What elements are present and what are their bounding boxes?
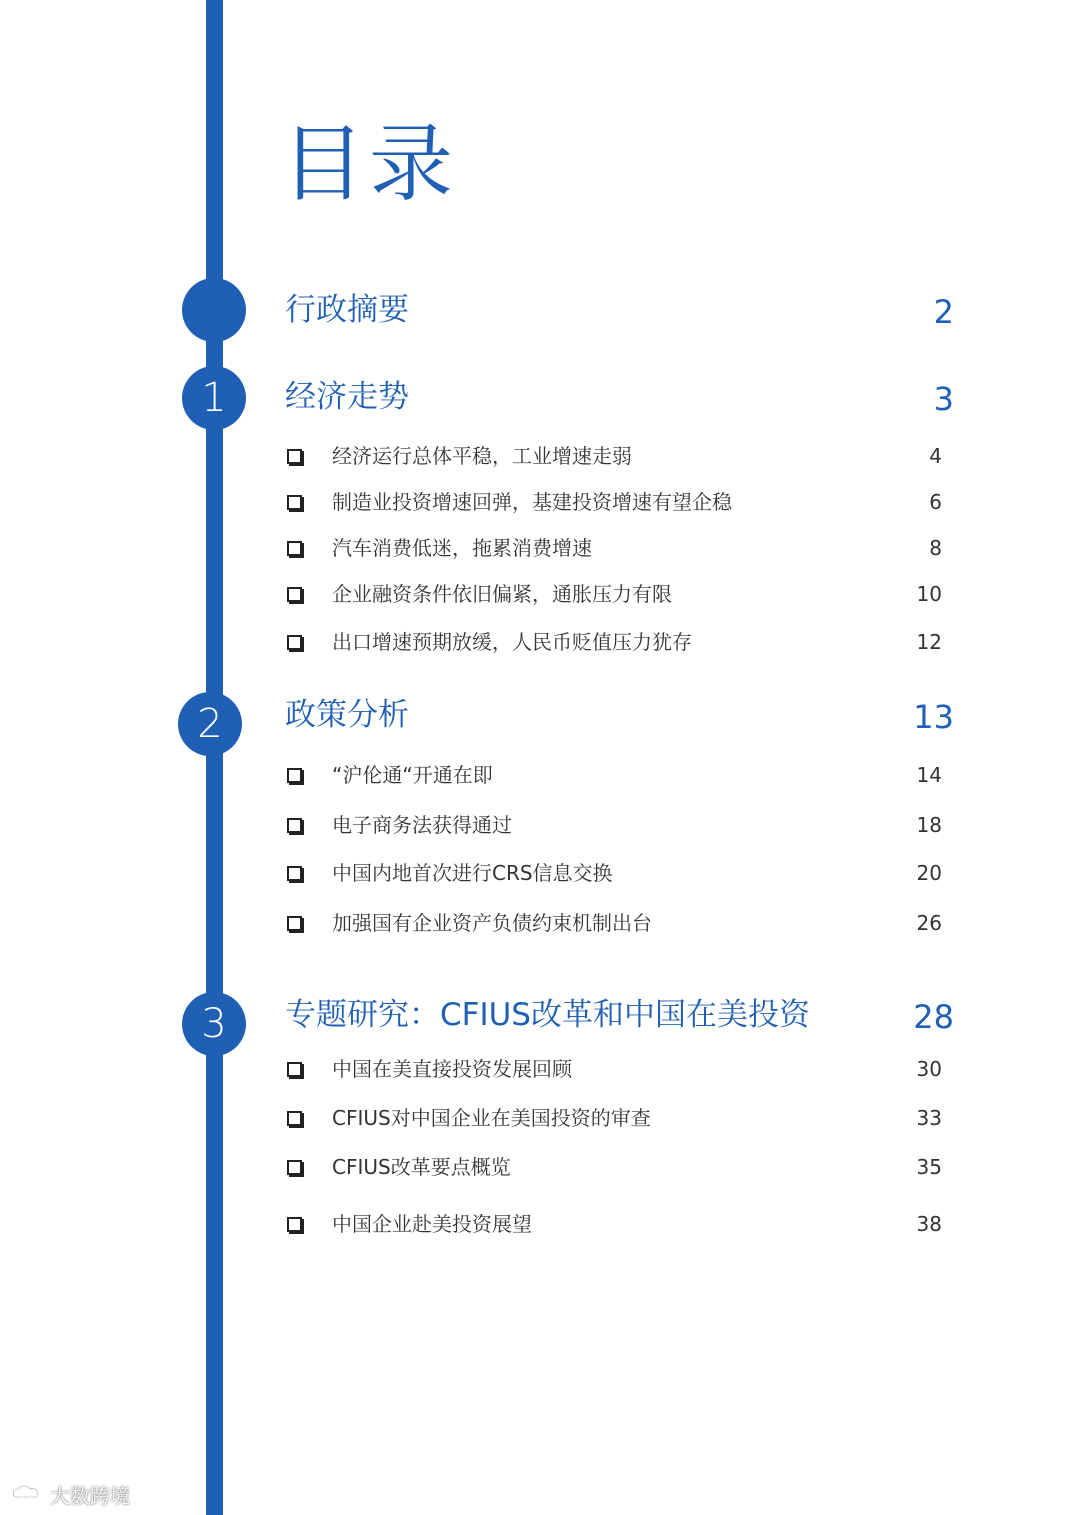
toc-item-page: 4 <box>929 444 942 468</box>
bullet-checkbox <box>287 635 302 650</box>
toc-item[interactable]: CFIUS改革要点概览 <box>332 1155 511 1179</box>
toc-item[interactable]: 出口增速预期放缓，人民币贬值压力犹存 <box>332 630 692 654</box>
section-title-summary[interactable]: 行政摘要 <box>285 292 409 328</box>
bullet-checkbox <box>287 916 302 931</box>
section-marker-2: 2 <box>178 692 242 756</box>
bullet-checkbox <box>287 1062 302 1077</box>
toc-item[interactable]: 制造业投资增速回弹，基建投资增速有望企稳 <box>332 490 732 514</box>
toc-item-page: 38 <box>916 1212 942 1236</box>
page-title: 目录 <box>281 115 458 213</box>
section-marker-1: 1 <box>182 366 246 430</box>
toc-item-page: 12 <box>916 630 942 654</box>
toc-item[interactable]: 中国在美直接投资发展回顾 <box>332 1057 572 1081</box>
section-title-1[interactable]: 经济走势 <box>285 379 409 415</box>
watermark-logo-icon <box>10 1483 44 1507</box>
section-page-2: 13 <box>913 698 954 736</box>
toc-item-page: 33 <box>916 1106 942 1130</box>
toc-item[interactable]: 企业融资条件依旧偏紧，通胀压力有限 <box>332 582 672 606</box>
toc-item-page: 18 <box>916 813 942 837</box>
bullet-checkbox <box>287 495 302 510</box>
section-page-3: 28 <box>913 998 954 1036</box>
section-title-2[interactable]: 政策分析 <box>285 697 409 733</box>
toc-item[interactable]: 汽车消费低迷，拖累消费增速 <box>332 536 592 560</box>
bullet-checkbox <box>287 768 302 783</box>
toc-item[interactable]: “沪伦通“开通在即 <box>332 763 493 787</box>
bullet-checkbox <box>287 866 302 881</box>
bullet-checkbox <box>287 541 302 556</box>
bullet-checkbox <box>287 1111 302 1126</box>
toc-item-page: 35 <box>916 1155 942 1179</box>
toc-item[interactable]: 加强国有企业资产负债约束机制出台 <box>332 911 652 935</box>
bullet-checkbox <box>287 1217 302 1232</box>
toc-item-page: 26 <box>916 911 942 935</box>
toc-item-page: 14 <box>916 763 942 787</box>
toc-item-page: 10 <box>916 582 942 606</box>
section-title-3[interactable]: 专题研究：CFIUS改革和中国在美投资 <box>285 997 810 1033</box>
toc-item-page: 6 <box>929 490 942 514</box>
toc-item[interactable]: 电子商务法获得通过 <box>332 813 512 837</box>
bullet-checkbox <box>287 1160 302 1175</box>
toc-item-page: 20 <box>916 861 942 885</box>
section-page-summary: 2 <box>933 293 954 331</box>
timeline-bar <box>206 0 223 1515</box>
bullet-checkbox <box>287 587 302 602</box>
toc-item-page: 8 <box>929 536 942 560</box>
watermark <box>10 1480 130 1509</box>
section-page-1: 3 <box>933 380 954 418</box>
toc-item[interactable]: 经济运行总体平稳，工业增速走弱 <box>332 444 632 468</box>
section-marker-3: 3 <box>182 992 246 1056</box>
toc-item-page: 30 <box>916 1057 942 1081</box>
toc-item[interactable]: 中国企业赴美投资展望 <box>332 1212 532 1236</box>
bullet-checkbox <box>287 818 302 833</box>
toc-item[interactable]: 中国内地首次进行CRS信息交换 <box>332 861 613 885</box>
section-marker-summary <box>182 278 246 342</box>
bullet-checkbox <box>287 449 302 464</box>
toc-item[interactable]: CFIUS对中国企业在美国投资的审查 <box>332 1106 651 1130</box>
watermark-text: 大数跨境 <box>50 1484 130 1508</box>
